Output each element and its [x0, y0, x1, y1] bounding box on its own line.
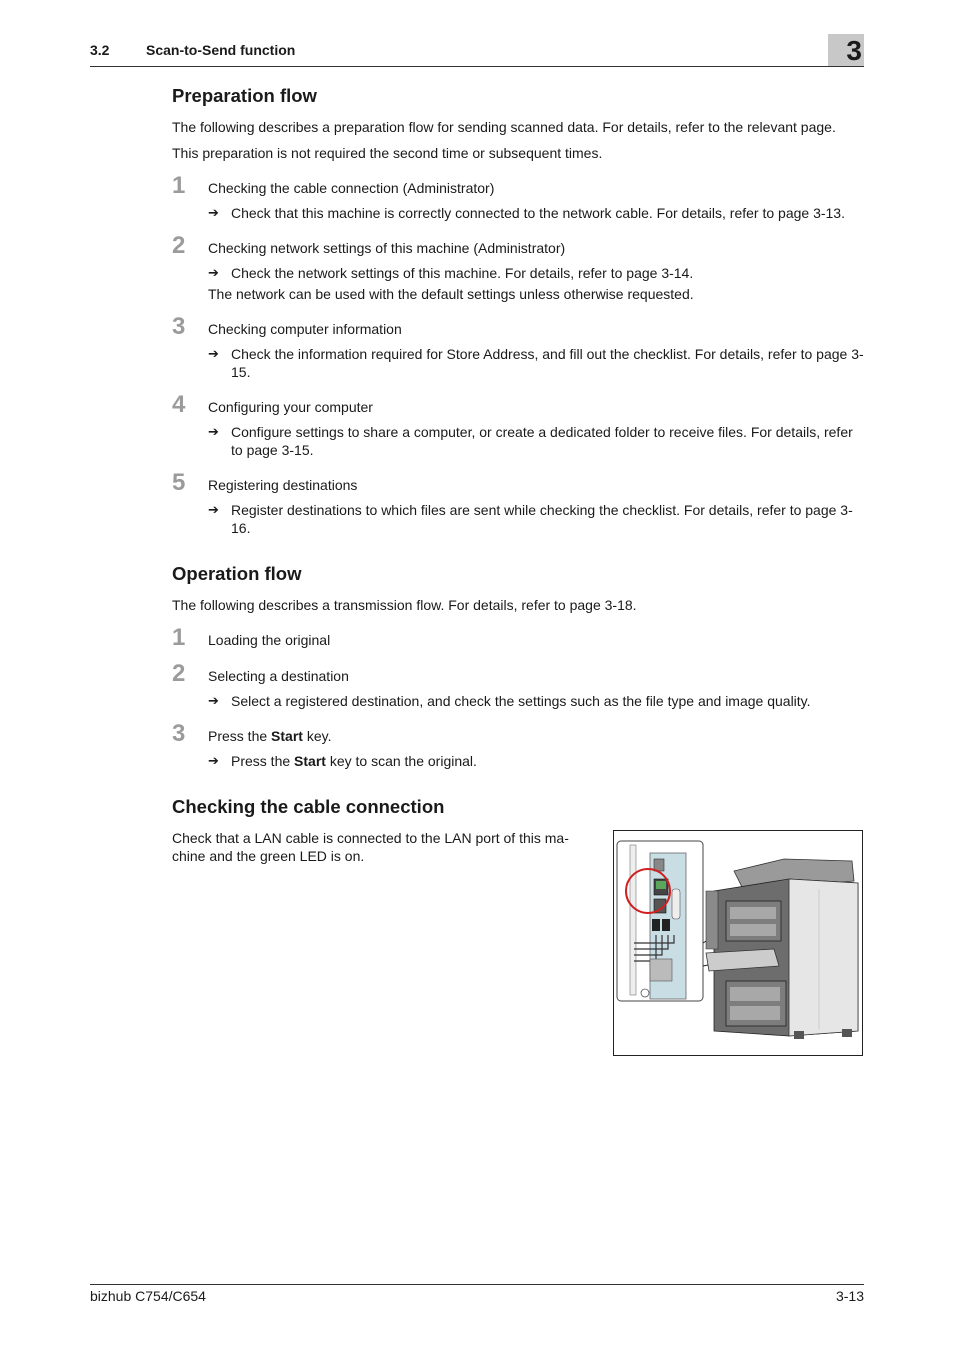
main-content [172, 84, 864, 865]
step-number: 1 [172, 624, 186, 651]
footer-model: bizhub C754/C654 [90, 1288, 206, 1304]
op-step-1 [172, 624, 864, 651]
prep-step-5-instruction [172, 501, 864, 537]
start-key-label: Start [294, 753, 326, 769]
step-text: Checking the cable connection (Administrator) [208, 180, 495, 196]
step-text: Loading the original [208, 632, 331, 648]
prep-step-3-instruction [172, 345, 864, 381]
instruction-text: Check that this machine is correctly connected to the network cable. For details, refer to page 3-13. [231, 205, 845, 221]
step-text: Configuring your computer [208, 399, 373, 415]
mfp-lan-port-image [614, 831, 862, 1055]
operation-flow-heading: Operation flow [172, 563, 302, 584]
preparation-intro-2: This preparation is not required the second time or subsequent times. [172, 145, 603, 161]
preparation-intro-1: The following describes a preparation flow for sending scanned data. For details, refer to the relevant page. [172, 119, 836, 135]
arrow-right-icon: ➔ [208, 265, 219, 280]
step-number: 3 [172, 313, 186, 340]
instruction-text: Configure settings to share a computer, or create a dedicated folder to receive files. For details, refer to page 3-15. [231, 424, 853, 458]
prep-step-1-instruction [172, 204, 864, 222]
step-number: 3 [172, 720, 186, 747]
op-step-2-instruction [172, 692, 864, 710]
start-key-label: Start [271, 728, 303, 744]
section-title: Scan-to-Send function [146, 42, 296, 58]
prep-step-2-instruction [172, 264, 864, 282]
lan-port-illustration [613, 830, 863, 1056]
step-text: Checking network settings of this machine (Administrator) [208, 240, 566, 256]
arrow-right-icon: ➔ [208, 424, 219, 439]
arrow-right-icon: ➔ [208, 346, 219, 361]
footer-page-number: 3-13 [835, 1288, 864, 1304]
prep-step-4 [172, 391, 864, 418]
step-text [208, 727, 864, 745]
cable-connection-heading: Checking the cable connection [172, 796, 445, 817]
step-text: Checking computer information [208, 321, 402, 337]
prep-step-2 [172, 232, 864, 259]
op-step-2 [172, 660, 864, 687]
cable-connection-text: Check that a LAN cable is connected to the LAN port of this ma-chine and the green LED is on. [172, 830, 569, 864]
step-text-pre: Press the [208, 728, 272, 744]
step-text: Selecting a destination [208, 668, 349, 684]
step-text: Registering destinations [208, 477, 358, 493]
prep-step-1 [172, 172, 864, 199]
instruction-text-pre: Press the [231, 753, 295, 769]
arrow-right-icon: ➔ [208, 753, 219, 768]
page-header [90, 35, 864, 67]
step-number: 1 [172, 172, 186, 199]
step-number: 2 [172, 660, 186, 687]
preparation-flow-heading: Preparation flow [172, 85, 317, 106]
page-footer [90, 1284, 864, 1304]
step-number: 4 [172, 391, 186, 418]
step-number: 2 [172, 232, 186, 259]
instruction-text: Check the network settings of this machine. For details, refer to page 3-14. [231, 265, 694, 281]
op-step-3-instruction [172, 752, 864, 770]
section-number: 3.2 [90, 42, 110, 58]
arrow-right-icon: ➔ [208, 502, 219, 517]
prep-step-2-note: The network can be used with the default settings unless otherwise requested. [208, 286, 694, 302]
step-number: 5 [172, 469, 186, 496]
prep-step-3 [172, 313, 864, 340]
op-step-3 [172, 720, 864, 747]
arrow-right-icon: ➔ [208, 693, 219, 708]
instruction-text: Check the information required for Store Address, and fill out the checklist. For details, refer to page 3-15. [231, 346, 864, 380]
prep-step-5 [172, 469, 864, 496]
operation-intro: The following describes a transmission flow. For details, refer to page 3-18. [172, 597, 637, 613]
instruction-text-post: key to scan the original. [325, 753, 477, 769]
instruction-text: Select a registered destination, and check the settings such as the file type and image quality. [231, 693, 811, 709]
chapter-number-badge: 3 [828, 34, 864, 66]
arrow-right-icon: ➔ [208, 205, 219, 220]
instruction-text: Register destinations to which files are sent while checking the checklist. For details, refer to page 3-16. [231, 502, 853, 536]
step-text-post: key. [302, 728, 332, 744]
prep-step-4-instruction [172, 423, 864, 459]
